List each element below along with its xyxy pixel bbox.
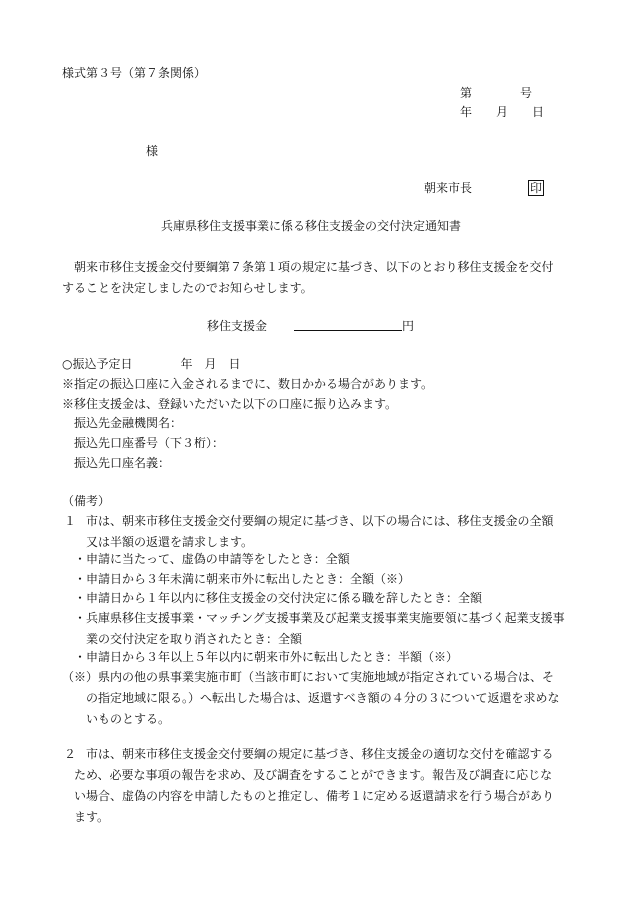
remarks-heading: （備考） [62,494,111,508]
asterisk-note: 県内の他の県事業実施市町（当該市町において実施地域が指定されている場合は、その指定地域に限る。）へ転出した場合は、返還すべき額の４分の３について返還を求めないものとする。 [86,670,560,726]
remark-bullet-3: ・申請日から１年以内に移住支援金の交付決定に係る職を辞したとき：全額 [74,591,483,605]
seal-box [528,180,544,196]
amount-line [207,318,414,334]
remark-2-number: ２ [64,747,77,761]
transfer-date-line: ○振込予定日 年 月 日 [62,357,241,371]
issuer-line [424,181,472,196]
account-name-line: 振込先口座名義： [74,456,171,470]
amount-label: 移住支援金 [207,319,268,333]
amount-unit: 円 [402,319,415,333]
remark-1-text: 市は、朝来市移住支援金交付要綱の規定に基づき、以下の場合には、移住支援金の全額又は半額の返還を請求します。 [86,514,554,549]
document-title: 兵庫県移住支援事業に係る移住支援金の交付決定通知書 [161,219,462,233]
account-number-line: 振込先口座番号（下３桁）： [74,436,225,450]
remark-bullet-1: ・申請に当たって、虚偽の申請等をしたとき：全額 [74,552,350,566]
form-label: 様式第３号（第７条関係） [62,66,207,80]
document-date: 年 月 日 [460,105,545,119]
issuer-name: 朝来市長 [424,181,473,195]
document-number: 第 号 [460,86,533,100]
remark-bullet-2: ・申請日から３年未満に朝来市外に転出したとき：全額（※） [74,572,411,586]
remark-2-text: 市は、朝来市移住支援金交付要綱の規定に基づき、移住支援金の適切な交付を確認するため、必要な事項の報告を求め、及び調査をすることができます。報告及び調査に応じない場合、虚偽の内容を申請したものと推定し、備考１に定める返還請求を行う場合があります。 [74,747,555,824]
remark-1-number: １ [64,514,77,528]
bank-name-line: 振込先金融機関名： [74,416,183,430]
asterisk-mark: （※） [62,670,99,684]
remark-bullet-4: ・兵庫県移住支援事業・マッチング支援事業及び起業支援事業実施要領に基づく起業支援事業の交付決定を取り消されたとき：全額 [74,611,565,646]
transfer-note-1: ※指定の振込口座に入金されるまでに、数日かかる場合があります。 [62,377,434,391]
intro-paragraph: 朝来市移住支援金交付要綱第７条第１項の規定に基づき、以下のとおり移住支援金を交付することを決定しましたのでお知らせします。 [62,260,554,295]
remark-bullet-5: ・申請日から３年以上５年以内に朝来市外に転出したとき：半額（※） [74,650,459,664]
seal-mark: 印 [530,181,543,195]
amount-blank [294,318,402,331]
recipient-line: 様 [146,144,159,158]
transfer-note-2: ※移住支援金は、登録いただいた以下の口座に振り込みます。 [62,397,398,411]
